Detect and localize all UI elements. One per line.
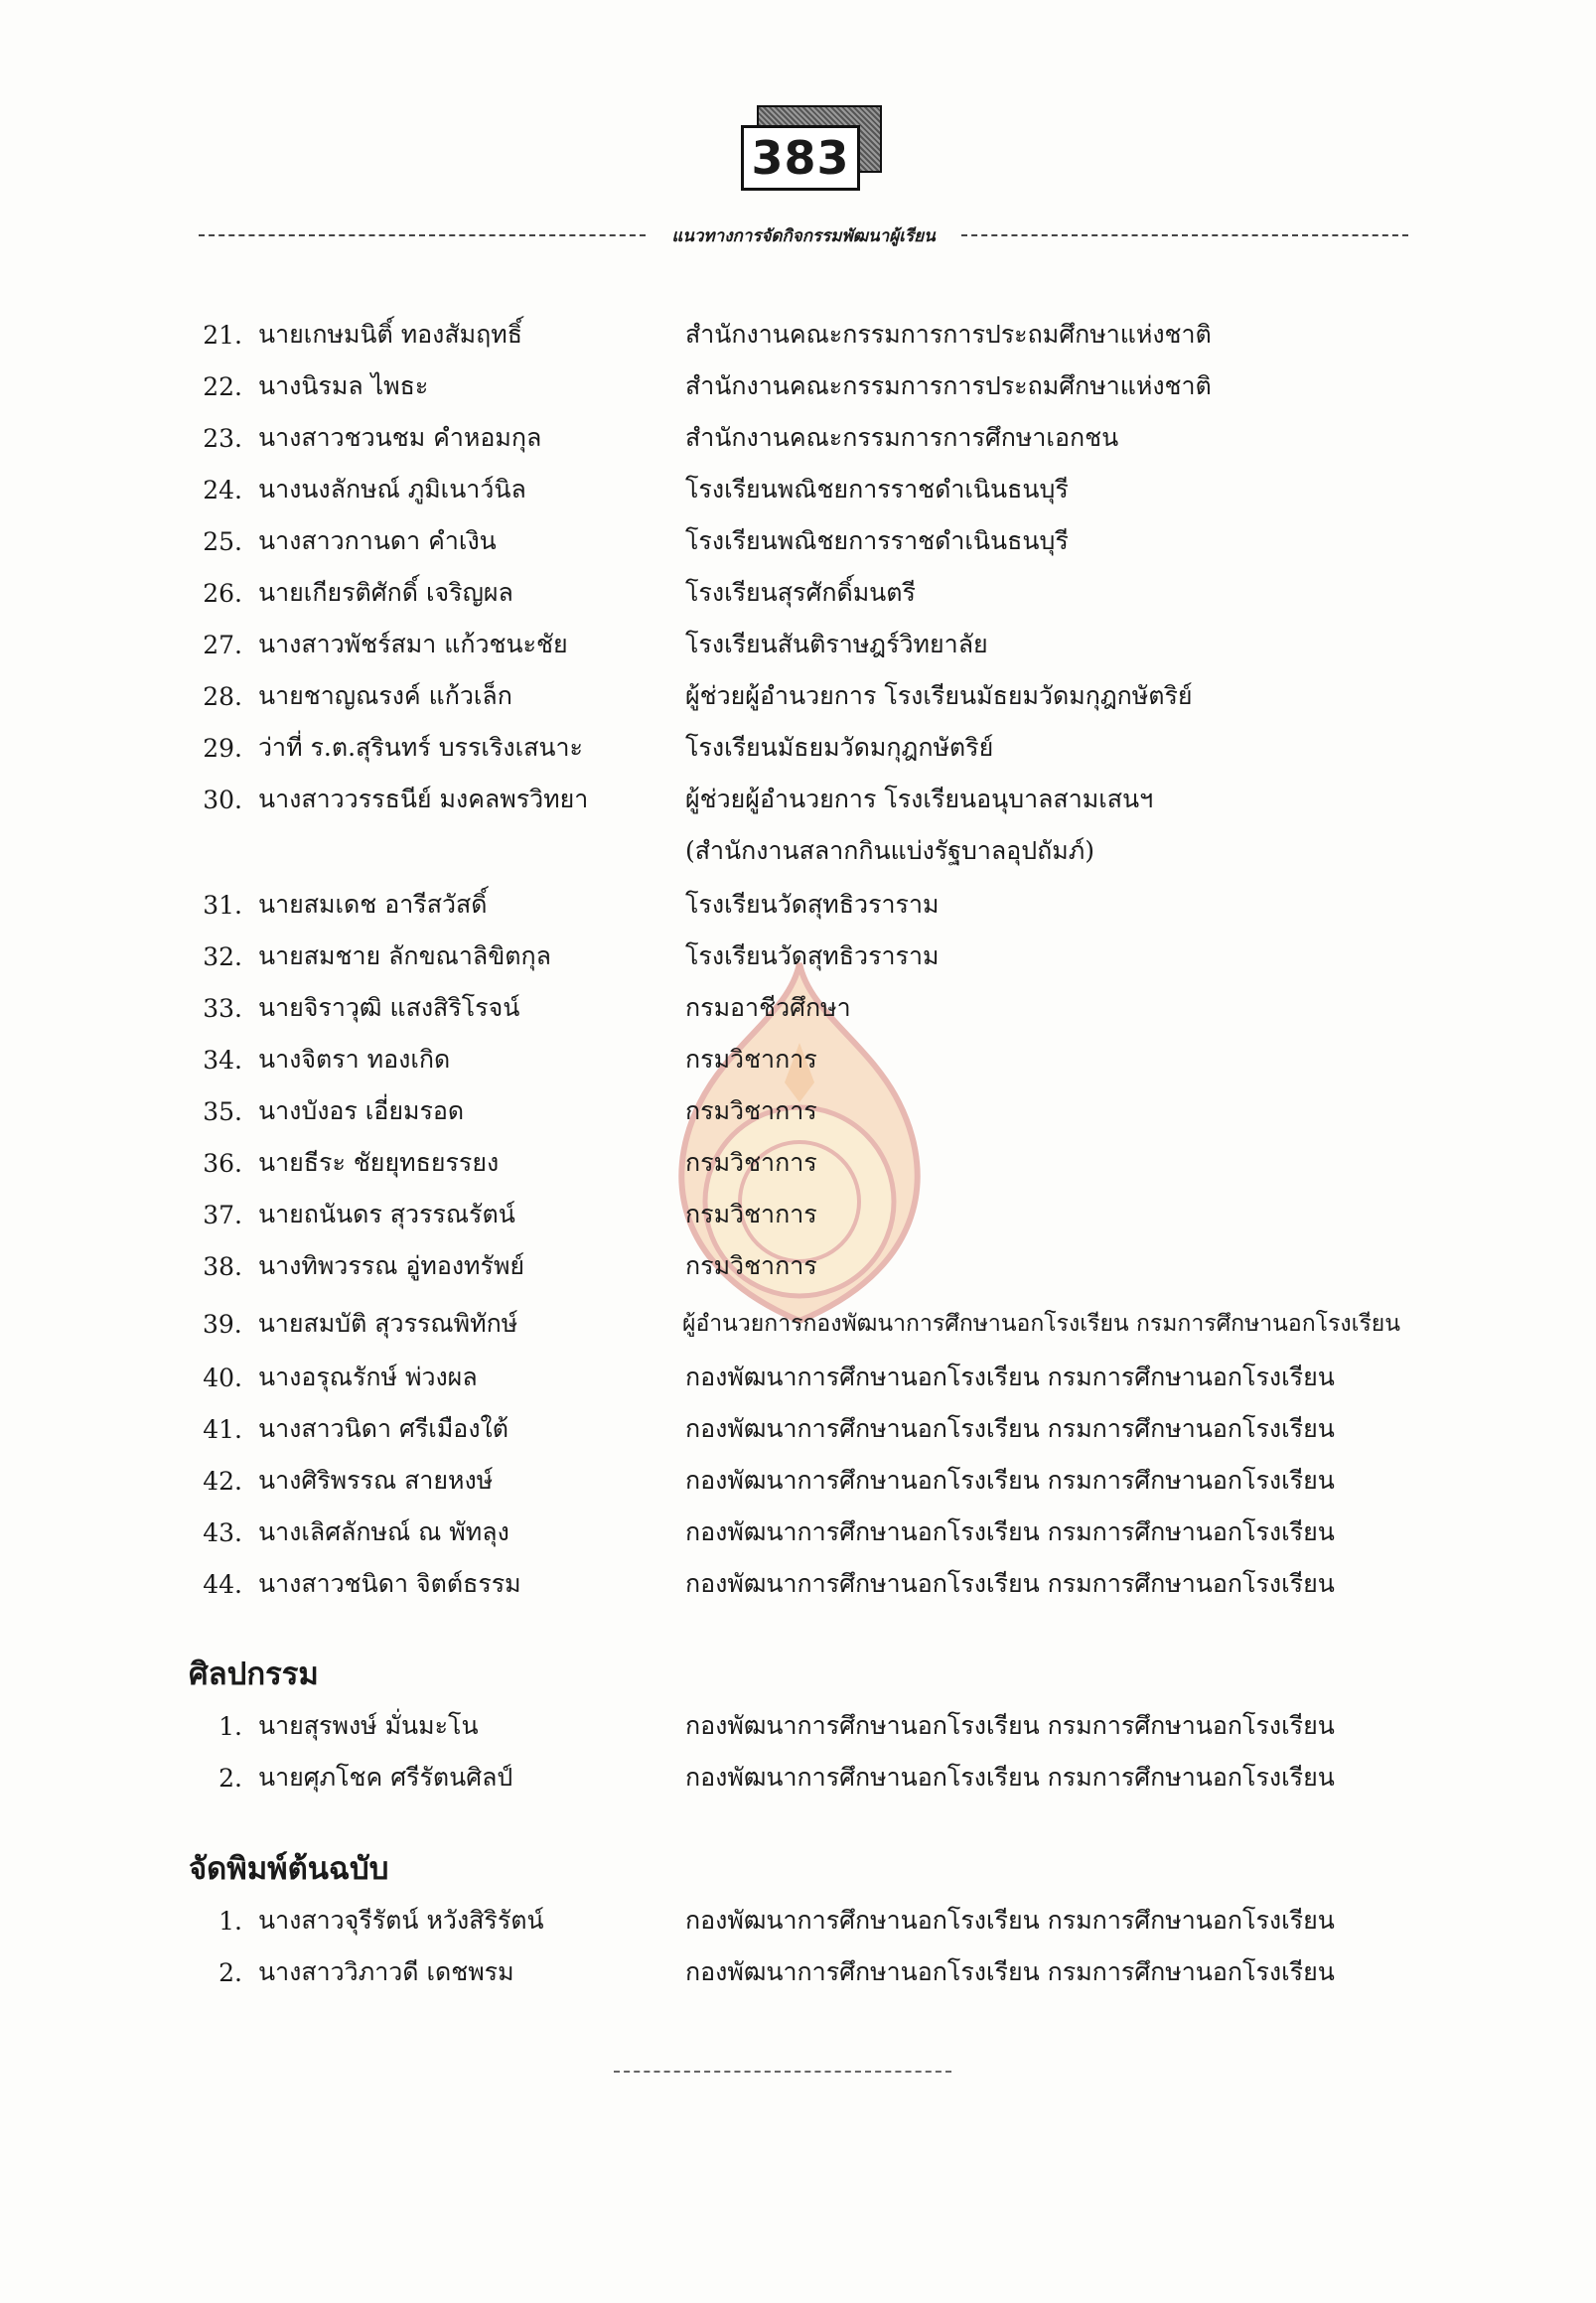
member-organization: กรมวิชาการ [685, 1096, 817, 1125]
member-organization: โรงเรียนสันติราษฎร์วิทยาลัย [685, 630, 988, 658]
member-name: นายสมเดช อารีสวัสดิ์ [258, 890, 488, 919]
running-header [199, 220, 1408, 250]
member-organization: กรมวิชาการ [685, 1148, 817, 1177]
member-organization: โรงเรียนวัดสุทธิวราราม [685, 890, 940, 919]
item-number: 32. [203, 941, 242, 971]
list-item [199, 1704, 1400, 1748]
list-item [199, 1950, 1400, 1994]
member-organization: โรงเรียนสุรศักดิ์มนตรี [685, 578, 916, 607]
item-number: 29. [203, 733, 242, 763]
item-number: 41. [203, 1414, 242, 1444]
item-number: 22. [203, 371, 242, 401]
member-organization: กรมอาชีวศึกษา [685, 993, 851, 1022]
list-item [199, 1089, 1400, 1133]
item-number: 30. [203, 785, 242, 814]
item-number: 43. [203, 1517, 242, 1547]
item-number: 1. [218, 1711, 242, 1741]
item-number: 39. [202, 1309, 242, 1339]
member-name: นายสุรพงษ์ มั่นมะโน [258, 1711, 479, 1740]
member-organization: สำนักงานคณะกรรมการการศึกษาเอกชน [685, 423, 1119, 452]
member-name: นางสาวนิดา ศรีเมืองใต้ [258, 1414, 508, 1443]
item-number: 1. [218, 1906, 242, 1936]
list-item [199, 935, 1400, 978]
item-number: 33. [203, 993, 242, 1023]
list-item [199, 883, 1400, 927]
footer-divider [614, 2071, 951, 2073]
list-item [199, 416, 1400, 460]
member-name: นางทิพวรรณ อู่ทองทรัพย์ [258, 1251, 525, 1280]
section-heading-typing: จัดพิมพ์ต้นฉบับ [189, 1851, 389, 1887]
list-item [199, 986, 1400, 1030]
list-item [199, 1511, 1400, 1554]
list-item [199, 364, 1400, 408]
item-number: 35. [203, 1096, 242, 1126]
member-name: นายชาญณรงค์ แก้วเล็ก [258, 681, 512, 710]
member-organization: โรงเรียนพณิชยการราชดำเนินธนบุรี [685, 526, 1069, 555]
list-item [199, 468, 1400, 511]
member-name: นางสาวจุรีรัตน์ หวังสิริรัตน์ [258, 1906, 544, 1935]
member-organization: กองพัฒนาการศึกษานอกโรงเรียน กรมการศึกษานอกโรงเรียน [685, 1763, 1335, 1792]
item-number: 27. [203, 630, 242, 659]
list-item [199, 1038, 1400, 1081]
member-name: นางสาววรรธนีย์ มงคลพรวิทยา [258, 785, 589, 813]
list-item [199, 1193, 1400, 1236]
member-name: นางนงลักษณ์ ภูมิเนาว์นิล [258, 475, 526, 504]
member-name: นายสมชาย ลักขณาลิขิตกุล [258, 941, 551, 970]
member-name: นายเกษมนิติ์ ทองสัมฤทธิ์ [258, 320, 523, 349]
list-item [199, 726, 1400, 770]
member-name: นางเลิศลักษณ์ ณ พัทลุง [258, 1517, 509, 1546]
member-organization: กรมวิชาการ [685, 1200, 817, 1228]
item-number: 2. [218, 1957, 242, 1987]
item-number: 38. [203, 1251, 242, 1281]
item-number: 2. [218, 1763, 242, 1793]
list-item [199, 1459, 1400, 1503]
list-item [199, 674, 1400, 718]
item-number: 31. [203, 890, 242, 920]
item-number: 24. [203, 475, 242, 504]
list-item [199, 1302, 1400, 1346]
list-item [199, 623, 1400, 666]
member-organization: (สำนักงานสลากกินแบ่งรัฐบาลอุปถัมภ์) [685, 836, 1094, 865]
item-number: 34. [203, 1045, 242, 1075]
member-name: นางสาวชวนชม คำหอมกุล [258, 423, 542, 452]
member-name: นายธีระ ชัยยุทธยรรยง [258, 1148, 500, 1177]
member-name: นายศุภโชค ศรีรัตนศิลป์ [258, 1763, 513, 1792]
page-number: 383 [741, 125, 860, 191]
list-item [199, 1244, 1400, 1288]
item-number: 36. [203, 1148, 242, 1178]
member-name: นางสาวชนิดา จิตต์ธรรม [258, 1569, 521, 1598]
item-number: 42. [203, 1466, 242, 1496]
header-divider-left [199, 234, 646, 236]
member-organization: กองพัฒนาการศึกษานอกโรงเรียน กรมการศึกษานอกโรงเรียน [685, 1466, 1335, 1495]
member-name: นายสมบัติ สุวรรณพิทักษ์ [257, 1309, 518, 1338]
member-organization: ผู้ช่วยผู้อำนวยการ โรงเรียนมัธยมวัดมกุฎกษัตริย์ [685, 681, 1193, 710]
member-name: นางนิรมล ไพธะ [258, 371, 429, 400]
item-number: 26. [203, 578, 242, 608]
member-organization: กองพัฒนาการศึกษานอกโรงเรียน กรมการศึกษานอกโรงเรียน [685, 1957, 1335, 1986]
header-divider-right [961, 234, 1408, 236]
member-name: ว่าที่ ร.ต.สุรินทร์ บรรเริงเสนาะ [258, 733, 583, 762]
list-item [199, 1356, 1400, 1399]
member-organization: กองพัฒนาการศึกษานอกโรงเรียน กรมการศึกษานอกโรงเรียน [685, 1906, 1335, 1935]
member-organization: ผู้ช่วยผู้อำนวยการ โรงเรียนอนุบาลสามเสนฯ [685, 785, 1154, 813]
list-item [199, 571, 1400, 615]
member-name: นางอรุณรักษ์ พ่วงผล [258, 1363, 478, 1391]
item-number: 40. [203, 1363, 242, 1392]
member-organization: โรงเรียนวัดสุทธิวราราม [685, 941, 940, 970]
member-name: นายถนันดร สุวรรณรัตน์ [258, 1200, 515, 1228]
member-organization: โรงเรียนมัธยมวัดมกุฎกษัตริย์ [685, 733, 994, 762]
item-number: 37. [203, 1200, 242, 1229]
member-name: นางจิตรา ทองเกิด [258, 1045, 451, 1074]
running-header-title: แนวทางการจัดกิจกรรมพัฒนาผู้เรียน [671, 225, 936, 246]
member-organization: สำนักงานคณะกรรมการการประถมศึกษาแห่งชาติ [685, 320, 1212, 349]
member-organization: กรมวิชาการ [685, 1251, 817, 1280]
list-item [199, 778, 1400, 821]
member-organization: โรงเรียนพณิชยการราชดำเนินธนบุรี [685, 475, 1069, 504]
list-item [199, 519, 1400, 563]
member-name: นางสาวพัชร์สมา แก้วชนะชัย [258, 630, 568, 658]
section-heading-art: ศิลปกรรม [189, 1656, 319, 1692]
member-name: นายจิราวุฒิ แสงสิริโรจน์ [258, 993, 520, 1022]
member-organization: กองพัฒนาการศึกษานอกโรงเรียน กรมการศึกษานอกโรงเรียน [685, 1711, 1335, 1740]
item-number: 28. [203, 681, 242, 711]
member-organization: กองพัฒนาการศึกษานอกโรงเรียน กรมการศึกษานอกโรงเรียน [685, 1569, 1335, 1598]
item-number: 44. [203, 1569, 242, 1599]
list-item [199, 1756, 1400, 1799]
list-item [199, 1407, 1400, 1451]
member-organization: กองพัฒนาการศึกษานอกโรงเรียน กรมการศึกษานอกโรงเรียน [685, 1414, 1335, 1443]
member-organization: สำนักงานคณะกรรมการการประถมศึกษาแห่งชาติ [685, 371, 1212, 400]
list-item [199, 1562, 1400, 1606]
member-organization: กองพัฒนาการศึกษานอกโรงเรียน กรมการศึกษานอกโรงเรียน [685, 1517, 1335, 1546]
member-name: นางสาววิภาวดี เดชพรม [258, 1957, 514, 1986]
member-name: นางบังอร เอี่ยมรอด [258, 1096, 465, 1125]
member-organization: ผู้อำนวยการกองพัฒนาการศึกษานอกโรงเรียน กรมการศึกษานอกโรงเรียน [681, 1311, 1400, 1337]
list-item-continuation [199, 829, 1400, 873]
list-item [199, 1899, 1400, 1943]
item-number: 21. [203, 320, 242, 350]
member-organization: กองพัฒนาการศึกษานอกโรงเรียน กรมการศึกษานอกโรงเรียน [685, 1363, 1335, 1391]
member-name: นางศิริพรรณ สายหงษ์ [258, 1466, 494, 1495]
list-item [199, 313, 1400, 357]
member-name: นายเกียรติศักดิ์ เจริญผล [258, 578, 513, 607]
item-number: 23. [203, 423, 242, 453]
list-item [199, 1141, 1400, 1185]
member-organization: กรมวิชาการ [685, 1045, 817, 1074]
member-name: นางสาวกานดา คำเงิน [258, 526, 497, 555]
item-number: 25. [203, 526, 242, 556]
